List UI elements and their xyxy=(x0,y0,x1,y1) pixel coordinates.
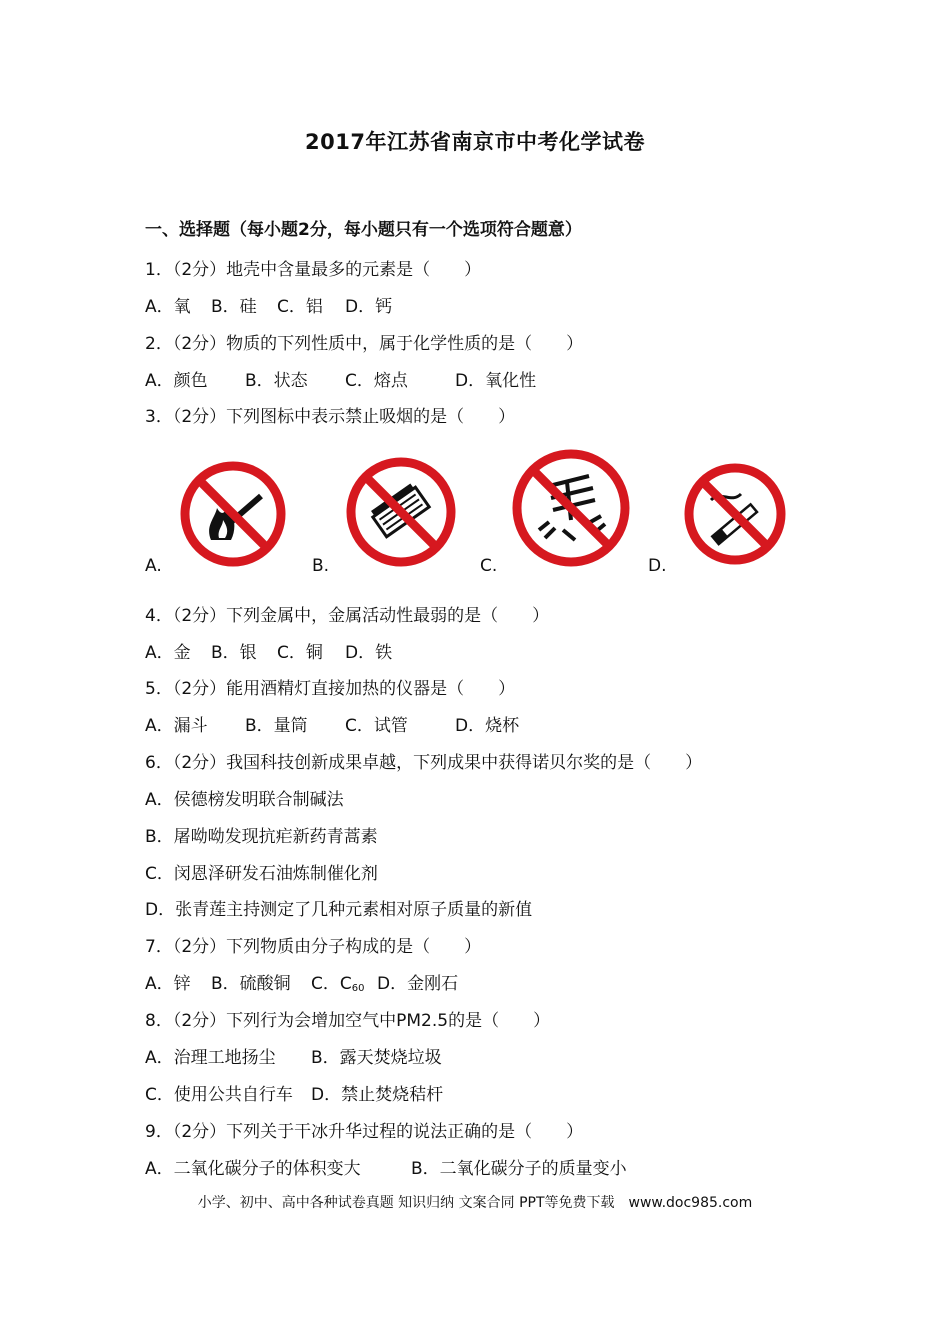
no-firecrackers-icon xyxy=(509,446,633,570)
page-footer: 小学、初中、高中各种试卷真题 知识归纳 文案合同 PPT等免费下载 www.doc985.com xyxy=(197,1195,753,1211)
option-d-label: D. xyxy=(648,556,667,576)
question-4-options xyxy=(145,638,392,663)
option-b: B．露天焚烧垃圾 xyxy=(311,1048,442,1068)
option-c-text: C．C xyxy=(311,974,352,994)
question-3-stem: 3．（2分）下列图标中表示禁止吸烟的是（ ） xyxy=(145,407,516,427)
option-d: D．烧杯 xyxy=(455,716,520,736)
option-a-label: A. xyxy=(145,556,162,576)
option-c-label: C. xyxy=(480,556,498,576)
option-c: C．熔点 xyxy=(345,371,408,391)
question-2-stem: 2．（2分）物质的下列性质中，属于化学性质的是（ ） xyxy=(145,334,584,354)
option-b: B．硫酸铜 xyxy=(211,974,291,994)
option-c: C．铝 xyxy=(277,297,323,317)
option-d: D．铁 xyxy=(345,643,393,663)
option-a: A．治理工地扬尘 xyxy=(145,1048,276,1068)
question-8-stem: 8．（2分）下列行为会增加空气中PM2.5的是（ ） xyxy=(145,1011,551,1031)
option-a: A．颜色 xyxy=(145,371,208,391)
question-6-option-a: A．侯德榜发明联合制碱法 xyxy=(145,790,344,810)
option-a: A．漏斗 xyxy=(145,716,208,736)
question-9-stem: 9．（2分）下列关于干冰升华过程的说法正确的是（ ） xyxy=(145,1122,584,1142)
option-b-label: B. xyxy=(312,556,330,576)
option-b: B．状态 xyxy=(245,371,308,391)
section-heading: 一、选择题（每小题2分，每小题只有一个选项符合题意） xyxy=(145,220,582,240)
question-6-stem: 6．（2分）我国科技创新成果卓越，下列成果中获得诺贝尔奖的是（ ） xyxy=(145,753,703,773)
option-c: C．使用公共自行车 xyxy=(145,1085,293,1105)
option-c: C．试管 xyxy=(345,716,408,736)
option-b: B．银 xyxy=(211,643,257,663)
no-smoking-icon xyxy=(681,460,789,568)
question-6-option-c: C．闵恩泽研发石油炼制催化剂 xyxy=(145,864,378,884)
question-2-options xyxy=(145,366,536,391)
no-fire-icon xyxy=(177,458,289,570)
option-c xyxy=(311,969,377,994)
page-title: 2017年江苏省南京市中考化学试卷 xyxy=(305,130,645,154)
no-matches-icon xyxy=(343,454,459,570)
question-9-options xyxy=(145,1154,627,1179)
question-1-options xyxy=(145,292,392,317)
question-7-options xyxy=(145,969,458,994)
option-a: A．金 xyxy=(145,643,191,663)
c60-subscript: 60 xyxy=(351,983,365,994)
question-3-icons xyxy=(145,448,805,578)
question-6-option-d: D．张青莲主持测定了几种元素相对原子质量的新值 xyxy=(145,900,533,920)
question-1-stem: 1．（2分）地壳中含量最多的元素是（ ） xyxy=(145,260,482,280)
question-5-options xyxy=(145,711,519,736)
question-4-stem: 4．（2分）下列金属中，金属活动性最弱的是（ ） xyxy=(145,606,550,626)
option-a: A．锌 xyxy=(145,974,191,994)
option-c: C．铜 xyxy=(277,643,323,663)
option-b: B．量筒 xyxy=(245,716,308,736)
option-d: D．金刚石 xyxy=(377,974,459,994)
question-8-options-row1 xyxy=(145,1043,442,1068)
option-b: B．硅 xyxy=(211,297,257,317)
option-a: A．氧 xyxy=(145,297,191,317)
option-d: D．氧化性 xyxy=(455,371,537,391)
question-6-option-b: B．屠呦呦发现抗疟新药青蒿素 xyxy=(145,827,378,847)
option-d: D．禁止焚烧秸杆 xyxy=(311,1085,444,1105)
option-b: B．二氧化碳分子的质量变小 xyxy=(411,1159,627,1179)
option-a: A．二氧化碳分子的体积变大 xyxy=(145,1159,361,1179)
question-5-stem: 5．（2分）能用酒精灯直接加热的仪器是（ ） xyxy=(145,679,516,699)
question-8-options-row2 xyxy=(145,1080,443,1105)
question-7-stem: 7．（2分）下列物质由分子构成的是（ ） xyxy=(145,937,482,957)
option-d: D．钙 xyxy=(345,297,393,317)
